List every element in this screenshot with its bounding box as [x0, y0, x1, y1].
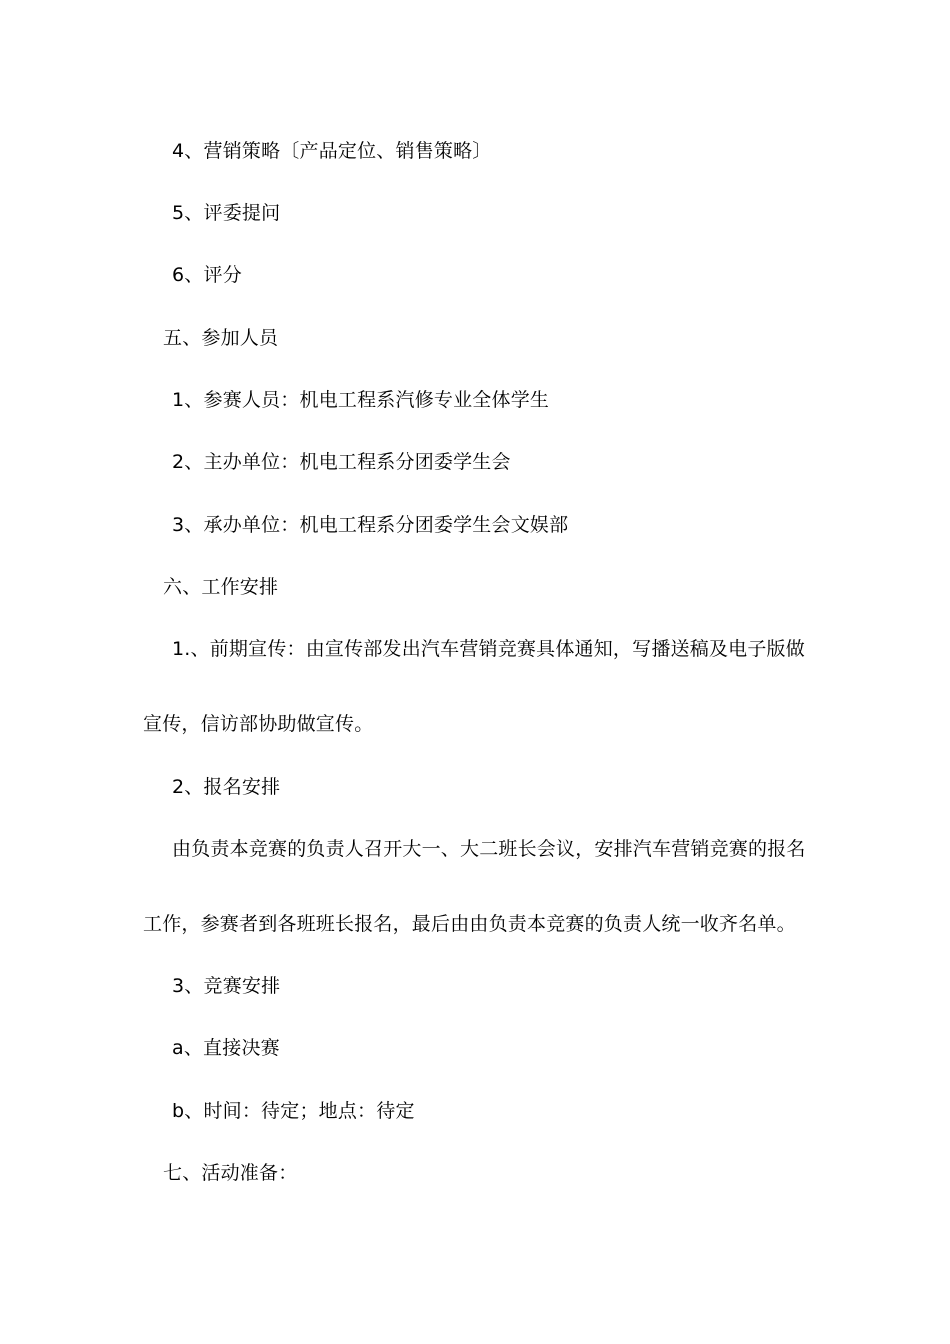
- paragraph-registration-line-1: 由负责本竞赛的负责人召开大一、大二班长会议，安排汽车营销竞赛的报名: [172, 838, 806, 860]
- section-heading-work-arrangement: 六、工作安排: [163, 576, 279, 598]
- item-judges-questions: 5、评委提问: [172, 202, 281, 224]
- item-registration: 2、报名安排: [172, 776, 281, 798]
- paragraph-registration-line-2: 工作，参赛者到各班班长报名，最后由由负责本竞赛的负责人统一收齐名单。: [143, 913, 796, 935]
- item-publicity-line-2: 宣传，信访部协助做宣传。: [143, 713, 374, 735]
- item-time-location: b、时间：待定；地点：待定: [172, 1100, 415, 1122]
- item-competition-arrangement: 3、竞赛安排: [172, 975, 281, 997]
- item-organizer: 2、主办单位：机电工程系分团委学生会: [172, 451, 511, 473]
- item-scoring: 6、评分: [172, 264, 242, 286]
- section-heading-preparation: 七、活动准备：: [163, 1162, 298, 1184]
- item-publicity-line-1: 1.、前期宣传：由宣传部发出汽车营销竞赛具体通知，写播送稿及电子版做: [172, 638, 805, 660]
- item-direct-final: a、直接决赛: [172, 1037, 280, 1059]
- item-marketing-strategy: 4、营销策略〔产品定位、销售策略〕: [172, 140, 492, 162]
- section-heading-participants: 五、参加人员: [163, 327, 279, 349]
- item-contestants: 1、参赛人员：机电工程系汽修专业全体学生: [172, 389, 550, 411]
- item-host-unit: 3、承办单位：机电工程系分团委学生会文娱部: [172, 514, 569, 536]
